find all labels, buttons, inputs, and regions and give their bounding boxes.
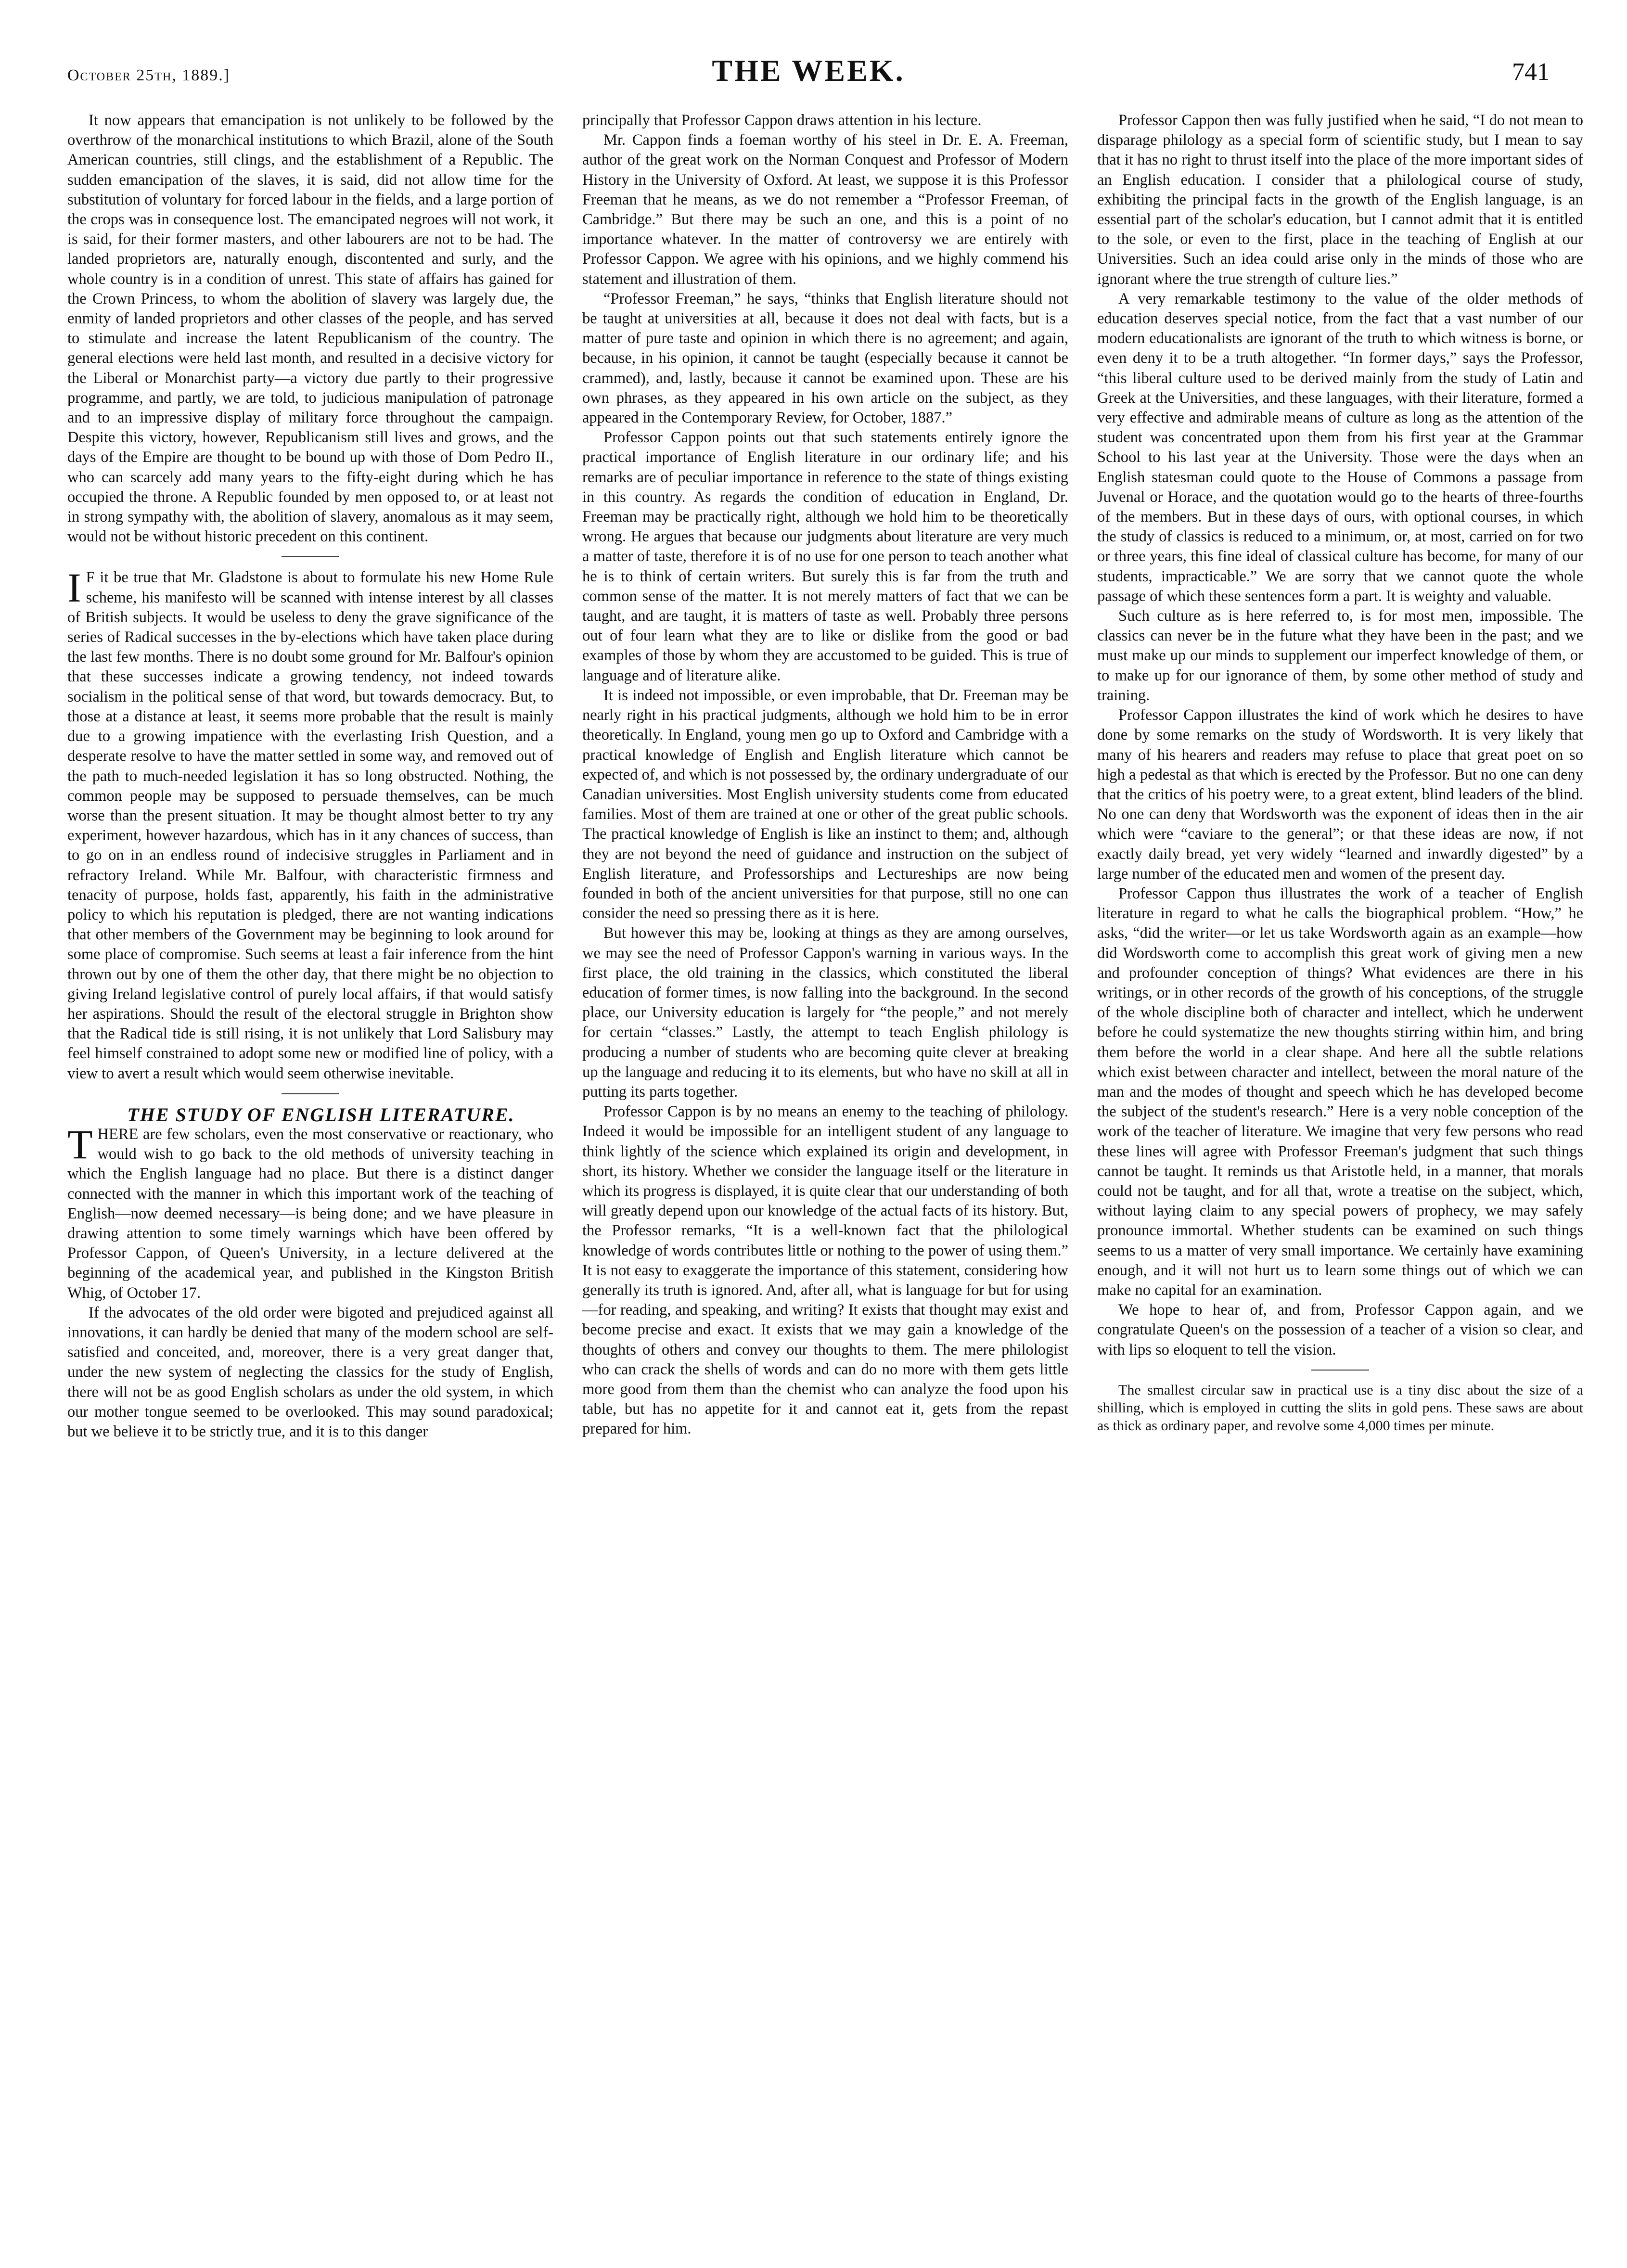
article-paragraph: A very remarkable testimony to the value of the older methods of education deserves special notice, from the fact that a vast number of our modern educationalists are ignorant of the truth to which witness is borne, or even deny it to be a truth altogether. “In former days,” says the Professor, “this liberal culture used to be derived mainly from the study of Latin and Greek at the Universities, and these languages, with their literature, formed a very effective and admirable means of culture as long as the attention of the student was concentrated upon them from his first year at the Grammar School to his last year at the University. Those were the days when an English statesman could quote to the House of Commons a passage from Juvenal or Horace, and the quotation would go to the hearts of three-fourths of the members. But in these days of ours, with optional courses, in which the study of classics is reduced to a minimum, or, at most, carried on for two or three years, this fine ideal of classical culture has become, for many of our students, impracticable.” We are sorry that we cannot quote the whole passage of which these sentences form a part. It is weighty and valuable.	[1097, 290, 1583, 605]
home-rule-text: F it be true that Mr. Gladstone is about to formulate his new Home Rule scheme, his manifesto will be scanned with intense interest by all classes of British subjects. It would be useless to deny the grave significance of the series of Radical successes in the by-elections which have taken place during the last few months. There is no doubt some ground for Mr. Balfour's opinion that these successes indicate a growing tendency, not indeed towards socialism in the political sense of that word, but towards democracy. But, to those at a distance at least, it seems more probable that the result is mainly due to a growing impatience with the everlasting Irish Question, and a desperate resolve to have the matter settled in some way, and removed out of the path to much-needed legislation it has so long obstructed. Nothing, the common people may be supposed to persuade themselves, can be much worse than the present situation. It may be thought almost better to try any experiment, however hazardous, which has in it any chances of success, than to go on in an endless round of indecisive struggles in Parliament and in refractory Ireland. While Mr. Balfour, with characteristic firmness and tenacity of purpose, holds fast, apparently, his faith in the administrative policy to which his reputation is pledged, there are not wanting indications that other members of the Government may be beginning to look around for some place of compromise. Such seems at least a fair inference from the hint thrown out by one of them the other day, that there might be no objection to giving Ireland legislative control of purely local affairs, if that would satisfy her aspirations. Should the result of the electoral struggle in Brighton show that the Radical tide is still rising, it is not unlikely that Lord Salisbury may feel himself constrained to adopt some new or modified line of policy, with a view to avert a result which would seem otherwise inevitable.	[67, 569, 553, 1082]
publication-title: THE WEEK.	[712, 53, 905, 88]
article-paragraph: Mr. Cappon finds a foeman worthy of his steel in Dr. E. A. Freeman, author of the great work on the Norman Conquest and Professor of Modern History in the University of Oxford. At least, we suppose it is this Professor Freeman that he means, as we do not remember a “Professor Freeman, of Cambridge.” But there may be such an one, and this is a point of no importance whatever. In the matter of controversy we are entirely with Professor Cappon. We agree with his opinions, and we highly commend his statement and illustration of them.	[582, 131, 1068, 288]
article-paragraph: But however this may be, looking at things as they are among ourselves, we may see the need of Professor Cappon's warning in various ways. In the first place, the old training in the classics, which constituted the liberal education of former times, is now falling into the background. In the second place, our University education is largely for “the people,” and not merely for certain “classes.” Lastly, the attempt to teach English philology is producing a number of students who are becoming quite clever at breaking up the language and reducing it to its elements, but who have no skill at all in putting its parts together.	[582, 924, 1068, 1101]
article-paragraph: We hope to hear of, and from, Professor Cappon again, and we congratulate Queen's on the possession of a teacher of a vision so clear, and with lips so eloquent to tell the vision.	[1097, 1301, 1583, 1358]
article-paragraph: “Professor Freeman,” he says, “thinks that English literature should not be taught at universities at all, because it does not deal with facts, but is a matter of pure taste and opinion in which there is no agreement; and again, because, in his opinion, it cannot be taught (especially because it cannot be crammed), and, lastly, because it cannot be examined upon. These are his own phrases, as they appeared in his own article on the subject, as they appeared in the Contemporary Review, for October, 1887.”	[582, 290, 1068, 427]
article-paragraph: Professor Cappon illustrates the kind of work which he desires to have done by some remarks on the study of Wordsworth. It is very likely that many of his hearers and readers may refuse to place that great poet on so high a pedestal as that which is erected by the Professor. But no one can deny that the critics of his poetry were, to a great extent, blind leaders of the blind. No one can deny that Wordsworth was the exponent of ideas then in the air which were “caviare to the general”; or that these ideas are now, if not exactly daily bread, yet very widely “learned and inwardly digested” by a large number of the educated men and women of the present day.	[1097, 706, 1583, 883]
page-number: 741	[1512, 58, 1550, 86]
article-title: THE STUDY OF ENGLISH LITERATURE.	[127, 1103, 515, 1126]
page-header	[67, 53, 1550, 106]
article-paragraph: Professor Cappon points out that such statements entirely ignore the practical importance of English literature in our ordinary life; and his remarks are of peculiar importance in reference to the state of things existing in this country. As regards the condition of education in England, Dr. Freeman may be practically right, although we hold him to be theoretically wrong. He argues that because our judgments about literature are very much a matter of taste, therefore it is of no use for one person to teach another what he is to think of certain writers. But surely this is far from the truth and common sense of the matter. It is not merely matters of fact that we can be taught, and are taught, it is matters of taste as well. Probably three persons out of four learn what they are to like or dislike from the good or bad examples of those by whom they are accustomed to be guided. This is true of language and of literature alike.	[582, 429, 1068, 684]
section-divider	[282, 556, 339, 557]
issue-date: October 25th, 1889.]	[67, 66, 231, 84]
article-intro-paragraph	[67, 1121, 553, 1303]
article-paragraph: If the advocates of the old order were bigoted and prejudiced against all innovations, it can hardly be denied that many of the modern school are self-satisfied and conceited, and, moreover, there is a very great danger that, under the new system of neglecting the classics for the study of English, there will not be as good English scholars as under the old system, in which our mother tongue seemed to be overlooked. This may sound paradoxical; but we believe it to be strictly true, and it is to this danger	[67, 1304, 553, 1440]
article-intro-text: HERE are few scholars, even the most conservative or reactionary, who would wish to go back to the old methods of university teaching in which the English language had no place. But there is a distinct danger connected with the manner in which this important work of the teaching of English—now deemed necessary—is being done; and we have pleasure in drawing attention to some timely warnings which have been offered by Professor Cappon, of Queen's University, in a lecture delivered at the beginning of the academical year, and published in the Kingston British Whig, of October 17.	[67, 1125, 553, 1302]
article-paragraph: Professor Cappon then was fully justified when he said, “I do not mean to disparage philology as a special form of scientific study, but I mean to say that it has no right to thrust itself into the place of the more important sides of an English education. I consider that a philological course of study, exhibiting the principal facts in the growth of the English language, is an essential part of the scholar's education, but I cannot admit that it is entitled to the sole, or even to the first, place in the teaching of English at our Universities. Such an idea could arise only in the minds of those who are ignorant where the true strength of culture lies.”	[1097, 112, 1583, 288]
section-divider	[282, 1093, 339, 1094]
article-paragraph: It is indeed not impossible, or even improbable, that Dr. Freeman may be nearly right in his practical judgments, although we hold him to be in error theoretically. In England, young men go up to Oxford and Cambridge with a practical knowledge of English and English literature which cannot be expected of, and which is not possessed by, the ordinary undergraduate of our Canadian universities. Most English university students come from educated families. Most of them are trained at one or other of the great public schools. The practical knowledge of English is like an instinct to them; and, although they are not beyond the need of guidance and instruction on the subject of English literature, and Professorships and Lectureships are now being founded in both of the ancient universities for that purpose, still no one can consider the need so pressing there as it is here.	[582, 686, 1068, 923]
article-paragraph: Professor Cappon is by no means an enemy to the teaching of philology. Indeed it would be impossible for an intelligent student of any language to think lightly of the science which explained its origin and development, in short, its history. Whether we consider the language itself or the literature in which its progress is displayed, it is quite clear that our understanding of both will greatly depend upon our knowledge of the actual facts of its history. But, the Professor remarks, “It is a well-known fact that the philological knowledge of words contributes little or nothing to the power of using them.” It is not easy to exaggerate the importance of this statement, considering how generally its truth is ignored. And, after all, what is language for but for using—for reading, and speaking, and writing? It exists that thought may exist and become precise and exact. It exists that we may gain a knowledge of the thoughts of others and convey our thoughts to them. The mere philologist who can crack the shells of words and can do no more with them gets little more good from them than the chemist who can analyze the food upon his table, but has no appetite for it and cannot eat it, gets from the repast prepared for him.	[582, 1103, 1068, 1438]
article-paragraph: Professor Cappon thus illustrates the work of a teacher of English literature in regard to what he calls the biographical problem. “How,” he asks, “did the writer—or let us take Wordsworth again as an example—how did Wordsworth come to accomplish this great work of giving men a new and profounder conception of things? What evidences are there in his writings, or in other records of the growth of his conceptions, of the struggle of the whole discipline both of character and intellect, which he underwent before he could systematize the new thoughts stirring within him, and bring them before the world in a clear shape. And here all the subtle relations which exist between character and intellect, between the moral nature of the man and the modes of thought and speech which he has developed become the subject of the student's research.” Here is a very noble conception of the work of the teacher of literature. We imagine that very few persons who read these lines will agree with Professor Freeman's judgment that such things cannot be taught. It reminds us that Aristotle held, in a manner, that morals could not be taught, and for all that, wrote a treatise on the subject, which, without laying claim to any special powers of prophecy, we may safely pronounce immortal. Whether students can be examined on such things seems to us a matter of very small importance. We certainly have examining enough, and it will not hurt us to learn some things out of which we can make no capital for an examination.	[1097, 884, 1583, 1299]
circular-saw-note: The smallest circular saw in practical use is a tiny disc about the size of a shilling, which is employed in cutting the slits in gold pens. These saws are about as thick as ordinary paper, and revolve some 4,000 times per minute.	[1097, 1382, 1583, 1434]
drop-cap: I	[67, 564, 81, 611]
section-divider	[1311, 1370, 1369, 1371]
article-paragraph: Such culture as is here referred to, is for most men, impossible. The classics can never be in the future what they have been in the past; and we must make up our minds to supplement our imperfect knowledge of them, or to make up for our ignorance of them, by some other method of study and training.	[1097, 607, 1583, 704]
column-right	[1097, 111, 1583, 1435]
column-left	[67, 111, 553, 1442]
drop-cap: T	[67, 1121, 93, 1167]
brazil-paragraph: It now appears that emancipation is not unlikely to be followed by the overthrow of the monarchical institutions to which Brazil, alone of the South American countries, still clings, and the establishment of a Republic. The sudden emancipation of the slaves, it is said, did not allow time for the substitution of voluntary for forced labour in the fields, and a large portion of the crops was in consequence lost. The emancipated negroes will not work, it is said, for their former masters, and other labourers are not to be had. The landed proprietors are, naturally enough, discontented and surly, and the whole country is in a condition of unrest. This state of affairs has gained for the Crown Princess, to whom the abolition of slavery was largely due, the enmity of landed proprietors and other classes of the people, and has served to stimulate and increase the latent Republicanism of the country. The general elections were held last month, and resulted in a decisive victory for the Liberal or Monarchist party—a victory due partly to their progressive programme, and partly, we are told, to judicious manipulation of patronage and to an impressive display of military force throughout the campaign. Despite this victory, however, Republicanism still lives and grows, and the days of the Empire are thought to be bound up with those of Dom Pedro II., who can scarcely add many years to the fifty-eight during which he has occupied the throne. A Republic founded by men opposed to, or at least not in strong sympathy with, the abolition of slavery, anomalous as it may seem, would not be without historic precedent on this continent.	[67, 112, 553, 546]
home-rule-paragraph	[67, 564, 553, 1083]
article-paragraph: principally that Professor Cappon draws attention in his lecture.	[582, 112, 982, 129]
column-middle	[582, 111, 1068, 1439]
